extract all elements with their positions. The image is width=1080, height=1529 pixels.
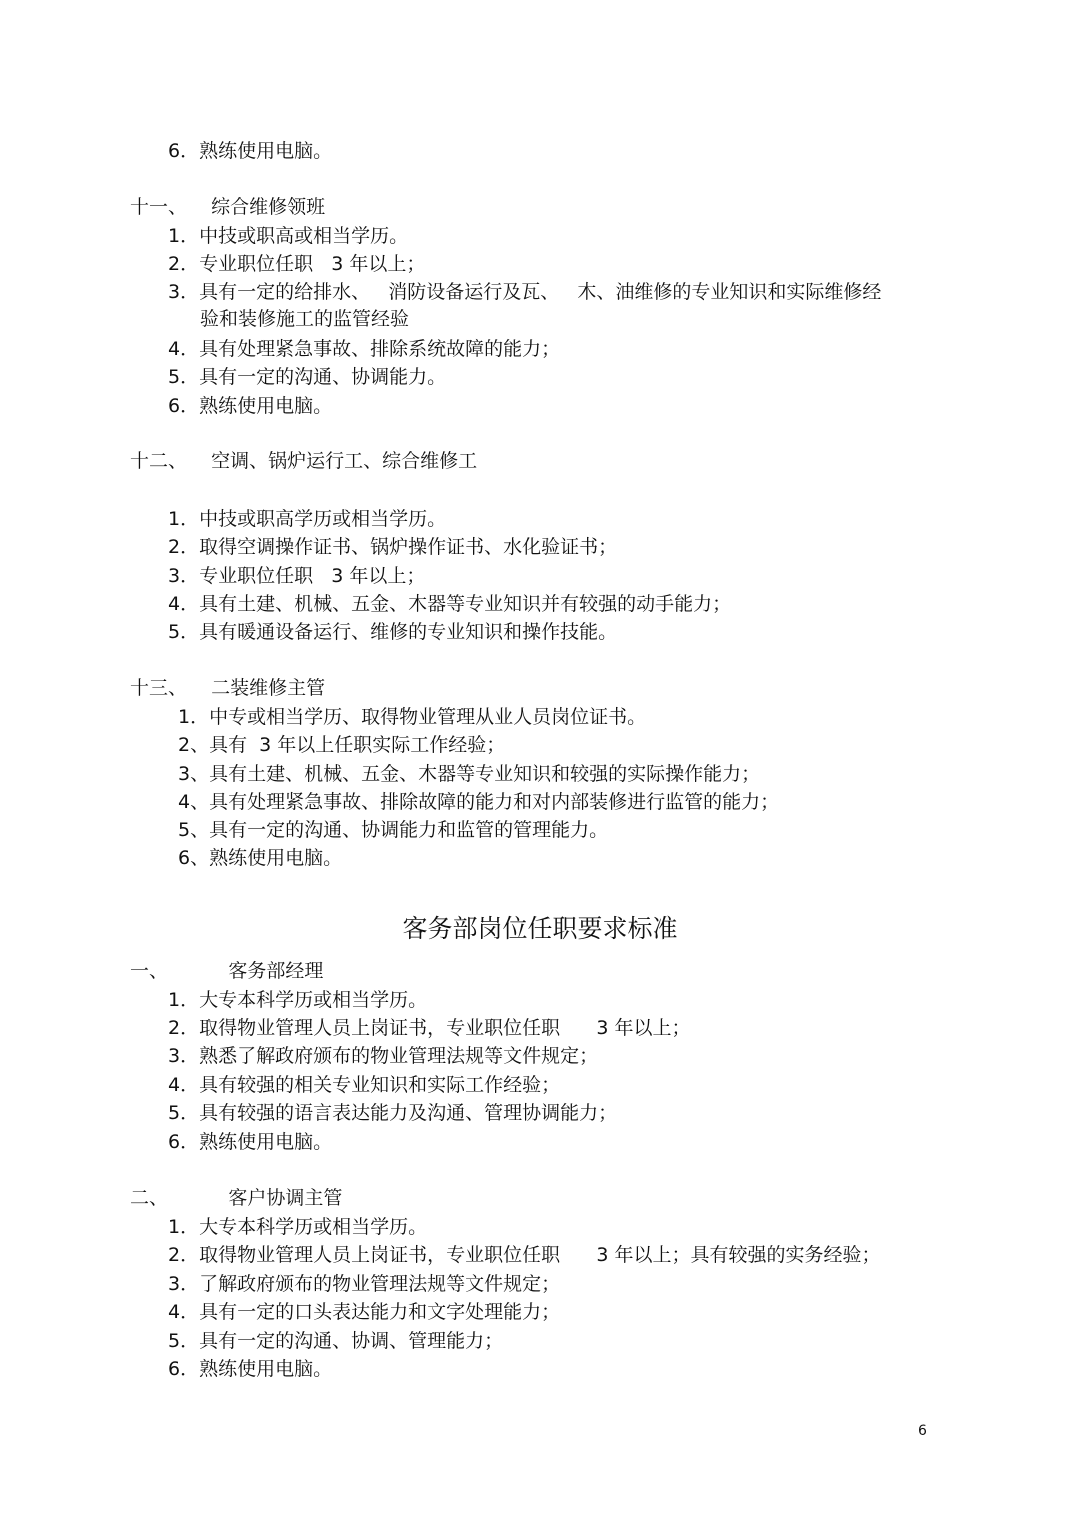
list-item: 4．具有土建、机械、五金、木器等专业知识并有较强的动手能力； [168, 593, 732, 615]
list-item: 5．具有一定的沟通、协调能力。 [168, 366, 447, 388]
list-item: 1．中技或职高或相当学历。 [168, 225, 409, 247]
section-title: 客务部岗位任职要求标准 [402, 914, 678, 943]
list-item: 2．取得空调操作证书、锅炉操作证书、水化验证书； [168, 536, 618, 558]
list-item: 6．熟练使用电脑。 [168, 140, 333, 162]
list-item: 5、具有一定的沟通、协调能力和监管的管理能力。 [178, 819, 609, 841]
list-item: 3．熟悉了解政府颁布的物业管理法规等文件规定； [168, 1045, 599, 1067]
list-item: 6．熟练使用电脑。 [168, 1131, 333, 1153]
list-item: 6．熟练使用电脑。 [168, 395, 333, 417]
list-item: 2．专业职位任职 3 年以上； [168, 253, 426, 275]
list-item: 6、熟练使用电脑。 [178, 847, 343, 869]
list-item: 5．具有较强的语言表达能力及沟通、管理协调能力； [168, 1102, 618, 1124]
list-item: 6．熟练使用电脑。 [168, 1358, 333, 1380]
list-item: 3．专业职位任职 3 年以上； [168, 565, 426, 587]
section-heading: 十二、 空调、锅炉运行工、综合维修工 [130, 450, 478, 472]
list-item: 4、具有处理紧急事故、排除故障的能力和对内部装修进行监管的能力； [178, 791, 780, 813]
section-heading: 一、 客务部经理 [130, 960, 324, 982]
list-item: 2、具有 3 年以上任职实际工作经验； [178, 734, 506, 756]
list-item: 1．大专本科学历或相当学历。 [168, 1216, 428, 1238]
list-item: 3．了解政府颁布的物业管理法规等文件规定； [168, 1273, 561, 1295]
list-item: 2．取得物业管理人员上岗证书，专业职位任职 3 年以上；具有较强的实务经验； [168, 1244, 881, 1266]
list-item: 4．具有较强的相关专业知识和实际工作经验； [168, 1074, 561, 1096]
list-item: 3、具有土建、机械、五金、木器等专业知识和较强的实际操作能力； [178, 763, 761, 785]
list-item: 1．大专本科学历或相当学历。 [168, 989, 428, 1011]
list-item-continuation: 验和装修施工的监管经验 [200, 308, 410, 330]
list-item: 1．中技或职高学历或相当学历。 [168, 508, 447, 530]
list-item: 1．中专或相当学历、取得物业管理从业人员岗位证书。 [178, 706, 647, 728]
list-item: 5．具有暖通设备运行、维修的专业知识和操作技能。 [168, 621, 618, 643]
section-heading: 二、 客户协调主管 [130, 1187, 343, 1209]
section-heading: 十三、 二装维修主管 [130, 677, 326, 699]
list-item: 4．具有处理紧急事故、排除系统故障的能力； [168, 338, 561, 360]
page-number: 6 [918, 1423, 927, 1439]
section-heading: 十一、 综合维修领班 [130, 196, 326, 218]
list-item: 4．具有一定的口头表达能力和文字处理能力； [168, 1301, 561, 1323]
list-item: 5．具有一定的沟通、协调、管理能力； [168, 1330, 504, 1352]
list-item: 3．具有一定的给排水、 消防设备运行及瓦、 木、油维修的专业知识和实际维修经 [168, 281, 882, 303]
list-item: 2．取得物业管理人员上岗证书，专业职位任职 3 年以上； [168, 1017, 691, 1039]
